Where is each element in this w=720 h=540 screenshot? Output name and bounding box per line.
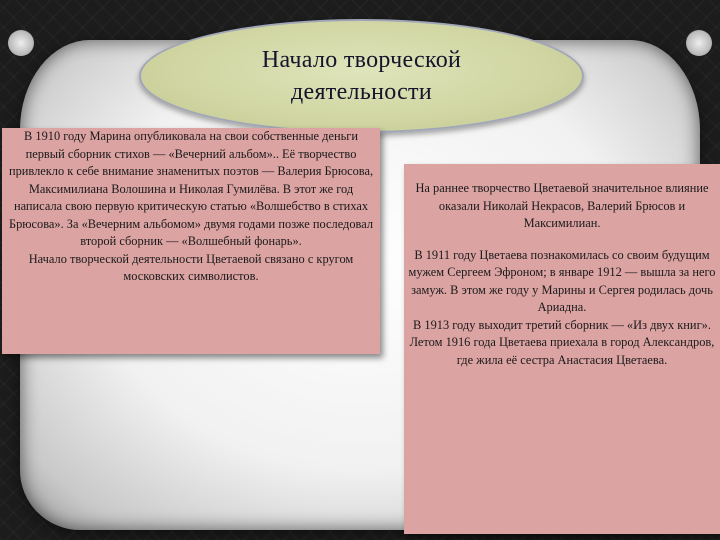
right-text-card — [404, 164, 720, 534]
title-oval — [139, 19, 584, 133]
frame-scroll-ornament-right — [686, 30, 712, 56]
left-text-card — [2, 128, 380, 354]
right-paragraph-2: В 1911 году Цветаева познакомилась со своим будущим мужем Сергеем Эфроном; в январе 1912 — вышла за него замуж. В этом же году у Марины и Сергея родилась дочь Ариадна. — [408, 247, 716, 314]
frame-scroll-ornament-left — [8, 30, 34, 56]
left-paragraph-2: Начало творческой деятельности Цветаевой связано с кругом московских символистов. — [28, 251, 354, 283]
right-paragraph-3: В 1913 году выходит третий сборник — «Из двух книг». — [413, 317, 711, 332]
left-paragraph: В 1910 году Марина опубликовала на свои собственные деньги первый сборник стихов — «Вечерний альбом».. Её творчество привлекло к себе внимание знаменитых поэтов — Валерия Брюсова, Максимилиана Волошина и Николая Гумилёва. В этот же год написала свою первую критическую статью «Волшебство в стихах Брюсова». За «Вечерним альбомом» двумя годами позже последовал второй сборник — «Волшебный фонарь». — [8, 129, 374, 248]
right-paragraph-1: На раннее творчество Цветаевой значительное влияние оказали Николай Некрасов, Валерий Брюсов и Максимилиан. — [415, 181, 709, 230]
right-paragraph-4: Летом 1916 года Цветаева приехала в город Александров, где жила её сестра Анастасия Цветаева. — [409, 335, 715, 367]
slide-title: Начало творческой деятельности — [261, 47, 462, 105]
